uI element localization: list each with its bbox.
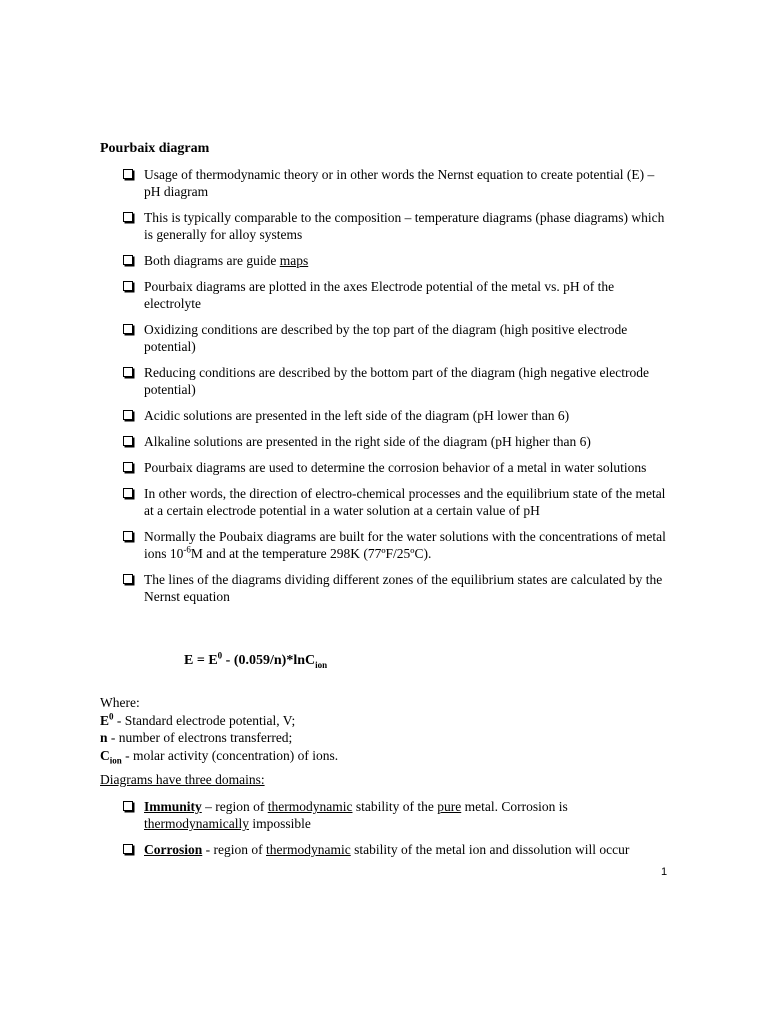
checkbox-bullet-icon — [123, 462, 133, 472]
where-label: Where: — [100, 695, 140, 710]
maps-term: maps — [279, 253, 309, 268]
checkbox-bullet-icon — [123, 574, 133, 584]
list-item: Corrosion - region of thermodynamic stability of the metal ion and dissolution will occur — [122, 841, 670, 858]
checkbox-bullet-icon — [123, 488, 133, 498]
definition-c: $C_{ion}$ - molar activity (concentration) of ions. — [100, 747, 339, 766]
domain-list — [122, 798, 670, 867]
list-item: Pourbaix diagrams are plotted in the axes Electrode potential of the metal vs. pH of the electrolyte — [122, 278, 670, 312]
list-item: This is typically comparable to the composition – temperature diagrams (phase diagrams) which is generally for alloy systems — [122, 209, 670, 243]
checkbox-bullet-icon — [123, 169, 133, 179]
checkbox-bullet-icon — [123, 436, 133, 446]
checkbox-bullet-icon — [123, 324, 133, 334]
list-item: The lines of the diagrams dividing different zones of the equilibrium states are calculated by the Nernst equation — [122, 571, 670, 605]
page-title: Pourbaix diagram — [100, 141, 210, 156]
definition-n: n - number of electrons transferred; — [100, 730, 293, 745]
variable-definitions — [100, 694, 338, 764]
list-item: Alkaline solutions are presented in the right side of the diagram (pH higher than 6) — [122, 433, 670, 450]
checkbox-bullet-icon — [123, 281, 133, 291]
checkbox-bullet-icon — [123, 801, 133, 811]
checkbox-bullet-icon — [123, 410, 133, 420]
list-item: Usage of thermodynamic theory or in other words the Nernst equation to create potential (E) – pH diagram — [122, 166, 670, 200]
definition-e0: $E^0$ - Standard electrode potential, V; — [100, 711, 296, 728]
domains-heading: Diagrams have three domains: — [100, 772, 265, 787]
checkbox-bullet-icon — [123, 255, 133, 265]
nernst-equation: $E = E^0 - (0.059/n)*\ln C_{ion}$ — [184, 650, 328, 670]
list-item: Pourbaix diagrams are used to determine the corrosion behavior of a metal in water solutions — [122, 459, 670, 476]
checkbox-bullet-icon — [123, 531, 133, 541]
list-item: Reducing conditions are described by the bottom part of the diagram (high negative electrode potential) — [122, 364, 670, 398]
bullet-list — [122, 166, 670, 614]
list-item: In other words, the direction of electro-chemical processes and the equilibrium state of the metal at a certain electrode potential in a water solution at a certain value of pH — [122, 485, 670, 519]
page-number: 1 — [661, 866, 668, 878]
list-item: Oxidizing conditions are described by the top part of the diagram (high positive electrode potential) — [122, 321, 670, 355]
list-item: Immunity – region of thermodynamic stability of the pure metal. Corrosion is thermodynamically impossible — [122, 798, 670, 832]
checkbox-bullet-icon — [123, 367, 133, 377]
checkbox-bullet-icon — [123, 212, 133, 222]
list-item: Both diagrams are guide maps — [122, 252, 670, 269]
list-item: Acidic solutions are presented in the left side of the diagram (pH lower than 6) — [122, 407, 670, 424]
list-item: Normally the Poubaix diagrams are built for the water solutions with the concentrations of metal ions $10^{-6}M$ and at the temperature 298K (77ºF/25ºC). — [122, 528, 670, 562]
checkbox-bullet-icon — [123, 844, 133, 854]
